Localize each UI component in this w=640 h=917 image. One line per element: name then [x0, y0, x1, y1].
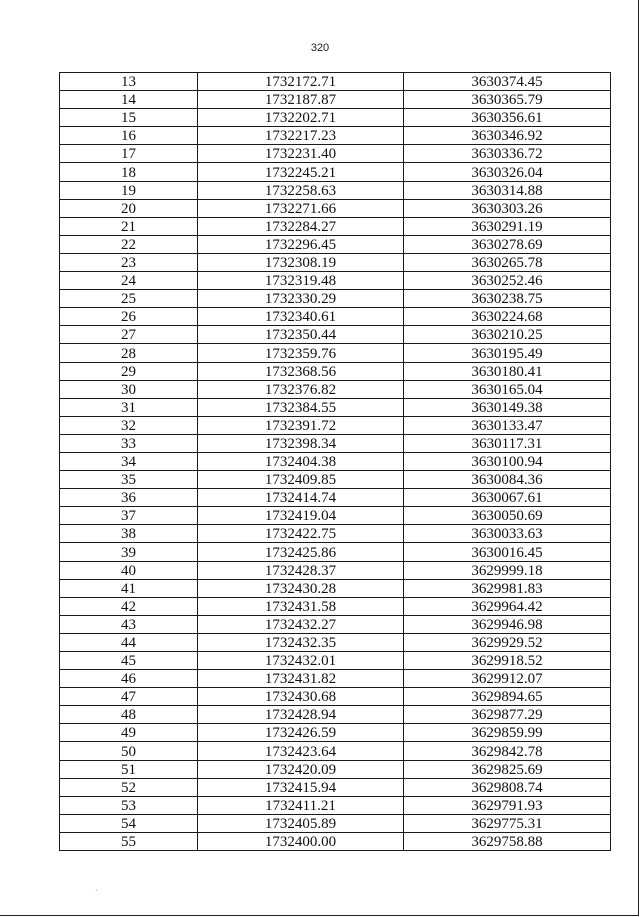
- point-number-cell: 35: [60, 471, 198, 489]
- y-coordinate-cell: 3630180.41: [404, 362, 611, 380]
- x-coordinate-cell: 1732419.04: [198, 507, 404, 525]
- y-coordinate-cell: 3629929.52: [404, 633, 611, 651]
- y-coordinate-cell: 3629946.98: [404, 615, 611, 633]
- table-row: [60, 615, 611, 633]
- page-number: 320: [310, 42, 330, 54]
- table-row: [60, 688, 611, 706]
- y-coordinate-cell: 3630210.25: [404, 326, 611, 344]
- y-coordinate-cell: 3630195.49: [404, 344, 611, 362]
- table-row: [60, 109, 611, 127]
- point-number-cell: 47: [60, 688, 198, 706]
- x-coordinate-cell: 1732400.00: [198, 832, 404, 850]
- point-number-cell: 42: [60, 597, 198, 615]
- table-row: [60, 633, 611, 651]
- table-row: [60, 308, 611, 326]
- x-coordinate-cell: 1732405.89: [198, 814, 404, 832]
- x-coordinate-cell: 1732284.27: [198, 217, 404, 235]
- point-number-cell: 41: [60, 579, 198, 597]
- table-row: [60, 416, 611, 434]
- point-number-cell: 27: [60, 326, 198, 344]
- table-row: [60, 561, 611, 579]
- point-number-cell: 34: [60, 452, 198, 470]
- y-coordinate-cell: 3629964.42: [404, 597, 611, 615]
- table-row: [60, 652, 611, 670]
- point-number-cell: 46: [60, 670, 198, 688]
- y-coordinate-cell: 3630374.45: [404, 73, 611, 91]
- point-number-cell: 26: [60, 308, 198, 326]
- table-row: [60, 670, 611, 688]
- y-coordinate-cell: 3630252.46: [404, 272, 611, 290]
- y-coordinate-cell: 3629999.18: [404, 561, 611, 579]
- point-number-cell: 43: [60, 615, 198, 633]
- point-number-cell: 44: [60, 633, 198, 651]
- table-row: [60, 706, 611, 724]
- table-row: [60, 760, 611, 778]
- x-coordinate-cell: 1732420.09: [198, 760, 404, 778]
- y-coordinate-cell: 3630084.36: [404, 471, 611, 489]
- y-coordinate-cell: 3630356.61: [404, 109, 611, 127]
- point-number-cell: 38: [60, 525, 198, 543]
- y-coordinate-cell: 3630265.78: [404, 253, 611, 271]
- table-row: [60, 796, 611, 814]
- table-row: [60, 290, 611, 308]
- table-row: [60, 814, 611, 832]
- table-row: [60, 525, 611, 543]
- x-coordinate-cell: 1732404.38: [198, 452, 404, 470]
- y-coordinate-cell: 3630016.45: [404, 543, 611, 561]
- table-row: [60, 326, 611, 344]
- point-number-cell: 15: [60, 109, 198, 127]
- x-coordinate-cell: 1732368.56: [198, 362, 404, 380]
- y-coordinate-cell: 3630165.04: [404, 380, 611, 398]
- y-coordinate-cell: 3629791.93: [404, 796, 611, 814]
- table-row: [60, 272, 611, 290]
- x-coordinate-cell: 1732398.34: [198, 434, 404, 452]
- table-row: [60, 597, 611, 615]
- point-number-cell: 32: [60, 416, 198, 434]
- x-coordinate-cell: 1732376.82: [198, 380, 404, 398]
- y-coordinate-cell: 3629758.88: [404, 832, 611, 850]
- x-coordinate-cell: 1732187.87: [198, 91, 404, 109]
- table-row: [60, 217, 611, 235]
- y-coordinate-cell: 3630336.72: [404, 145, 611, 163]
- x-coordinate-cell: 1732384.55: [198, 398, 404, 416]
- table-row: [60, 471, 611, 489]
- table-row: [60, 543, 611, 561]
- y-coordinate-cell: 3629775.31: [404, 814, 611, 832]
- y-coordinate-cell: 3630149.38: [404, 398, 611, 416]
- point-number-cell: 37: [60, 507, 198, 525]
- table-row: [60, 778, 611, 796]
- y-coordinate-cell: 3629859.99: [404, 724, 611, 742]
- x-coordinate-cell: 1732319.48: [198, 272, 404, 290]
- x-coordinate-cell: 1732426.59: [198, 724, 404, 742]
- table-row: [60, 398, 611, 416]
- x-coordinate-cell: 1732428.94: [198, 706, 404, 724]
- y-coordinate-cell: 3630100.94: [404, 452, 611, 470]
- table-row: [60, 145, 611, 163]
- point-number-cell: 55: [60, 832, 198, 850]
- x-coordinate-cell: 1732409.85: [198, 471, 404, 489]
- point-number-cell: 22: [60, 235, 198, 253]
- x-coordinate-cell: 1732340.61: [198, 308, 404, 326]
- x-coordinate-cell: 1732431.58: [198, 597, 404, 615]
- table-row: [60, 724, 611, 742]
- point-number-cell: 31: [60, 398, 198, 416]
- point-number-cell: 39: [60, 543, 198, 561]
- point-number-cell: 28: [60, 344, 198, 362]
- table-row: [60, 579, 611, 597]
- x-coordinate-cell: 1732411.21: [198, 796, 404, 814]
- y-coordinate-cell: 3630291.19: [404, 217, 611, 235]
- point-number-cell: 17: [60, 145, 198, 163]
- y-coordinate-cell: 3630033.63: [404, 525, 611, 543]
- x-coordinate-cell: 1732432.27: [198, 615, 404, 633]
- x-coordinate-cell: 1732258.63: [198, 181, 404, 199]
- y-coordinate-cell: 3629912.07: [404, 670, 611, 688]
- point-number-cell: 29: [60, 362, 198, 380]
- table-row: [60, 507, 611, 525]
- table-row: [60, 489, 611, 507]
- point-number-cell: 52: [60, 778, 198, 796]
- y-coordinate-cell: 3629918.52: [404, 652, 611, 670]
- y-coordinate-cell: 3629825.69: [404, 760, 611, 778]
- y-coordinate-cell: 3629981.83: [404, 579, 611, 597]
- x-coordinate-cell: 1732428.37: [198, 561, 404, 579]
- x-coordinate-cell: 1732425.86: [198, 543, 404, 561]
- y-coordinate-cell: 3630346.92: [404, 127, 611, 145]
- x-coordinate-cell: 1732431.82: [198, 670, 404, 688]
- y-coordinate-cell: 3630050.69: [404, 507, 611, 525]
- y-coordinate-cell: 3630117.31: [404, 434, 611, 452]
- table-row: [60, 253, 611, 271]
- point-number-cell: 45: [60, 652, 198, 670]
- table-row: [60, 73, 611, 91]
- x-coordinate-cell: 1732359.76: [198, 344, 404, 362]
- x-coordinate-cell: 1732430.28: [198, 579, 404, 597]
- y-coordinate-cell: 3630067.61: [404, 489, 611, 507]
- point-number-cell: 19: [60, 181, 198, 199]
- y-coordinate-cell: 3630314.88: [404, 181, 611, 199]
- x-coordinate-cell: 1732432.01: [198, 652, 404, 670]
- x-coordinate-cell: 1732422.75: [198, 525, 404, 543]
- y-coordinate-cell: 3630133.47: [404, 416, 611, 434]
- table-row: [60, 362, 611, 380]
- y-coordinate-cell: 3630303.26: [404, 199, 611, 217]
- x-coordinate-cell: 1732245.21: [198, 163, 404, 181]
- point-number-cell: 53: [60, 796, 198, 814]
- table-row: [60, 452, 611, 470]
- x-coordinate-cell: 1732414.74: [198, 489, 404, 507]
- y-coordinate-cell: 3629842.78: [404, 742, 611, 760]
- point-number-cell: 50: [60, 742, 198, 760]
- coordinates-table: [59, 72, 611, 851]
- x-coordinate-cell: 1732231.40: [198, 145, 404, 163]
- x-coordinate-cell: 1732415.94: [198, 778, 404, 796]
- x-coordinate-cell: 1732296.45: [198, 235, 404, 253]
- table-row: [60, 235, 611, 253]
- x-coordinate-cell: 1732432.35: [198, 633, 404, 651]
- x-coordinate-cell: 1732271.66: [198, 199, 404, 217]
- table-row: [60, 380, 611, 398]
- x-coordinate-cell: 1732308.19: [198, 253, 404, 271]
- point-number-cell: 36: [60, 489, 198, 507]
- point-number-cell: 20: [60, 199, 198, 217]
- y-coordinate-cell: 3630365.79: [404, 91, 611, 109]
- point-number-cell: 51: [60, 760, 198, 778]
- x-coordinate-cell: 1732350.44: [198, 326, 404, 344]
- point-number-cell: 16: [60, 127, 198, 145]
- scan-mark: ·: [95, 886, 98, 895]
- coordinates-table-body: [60, 73, 611, 851]
- table-row: [60, 127, 611, 145]
- y-coordinate-cell: 3630326.04: [404, 163, 611, 181]
- x-coordinate-cell: 1732430.68: [198, 688, 404, 706]
- x-coordinate-cell: 1732172.71: [198, 73, 404, 91]
- point-number-cell: 40: [60, 561, 198, 579]
- table-row: [60, 199, 611, 217]
- point-number-cell: 48: [60, 706, 198, 724]
- point-number-cell: 21: [60, 217, 198, 235]
- point-number-cell: 23: [60, 253, 198, 271]
- y-coordinate-cell: 3630238.75: [404, 290, 611, 308]
- y-coordinate-cell: 3630278.69: [404, 235, 611, 253]
- point-number-cell: 54: [60, 814, 198, 832]
- x-coordinate-cell: 1732217.23: [198, 127, 404, 145]
- y-coordinate-cell: 3630224.68: [404, 308, 611, 326]
- x-coordinate-cell: 1732423.64: [198, 742, 404, 760]
- point-number-cell: 49: [60, 724, 198, 742]
- table-row: [60, 91, 611, 109]
- table-row: [60, 832, 611, 850]
- x-coordinate-cell: 1732202.71: [198, 109, 404, 127]
- point-number-cell: 18: [60, 163, 198, 181]
- table-row: [60, 344, 611, 362]
- y-coordinate-cell: 3629808.74: [404, 778, 611, 796]
- table-row: [60, 742, 611, 760]
- x-coordinate-cell: 1732330.29: [198, 290, 404, 308]
- point-number-cell: 13: [60, 73, 198, 91]
- table-row: [60, 163, 611, 181]
- point-number-cell: 30: [60, 380, 198, 398]
- point-number-cell: 24: [60, 272, 198, 290]
- y-coordinate-cell: 3629877.29: [404, 706, 611, 724]
- point-number-cell: 25: [60, 290, 198, 308]
- y-coordinate-cell: 3629894.65: [404, 688, 611, 706]
- point-number-cell: 33: [60, 434, 198, 452]
- table-row: [60, 434, 611, 452]
- x-coordinate-cell: 1732391.72: [198, 416, 404, 434]
- table-row: [60, 181, 611, 199]
- point-number-cell: 14: [60, 91, 198, 109]
